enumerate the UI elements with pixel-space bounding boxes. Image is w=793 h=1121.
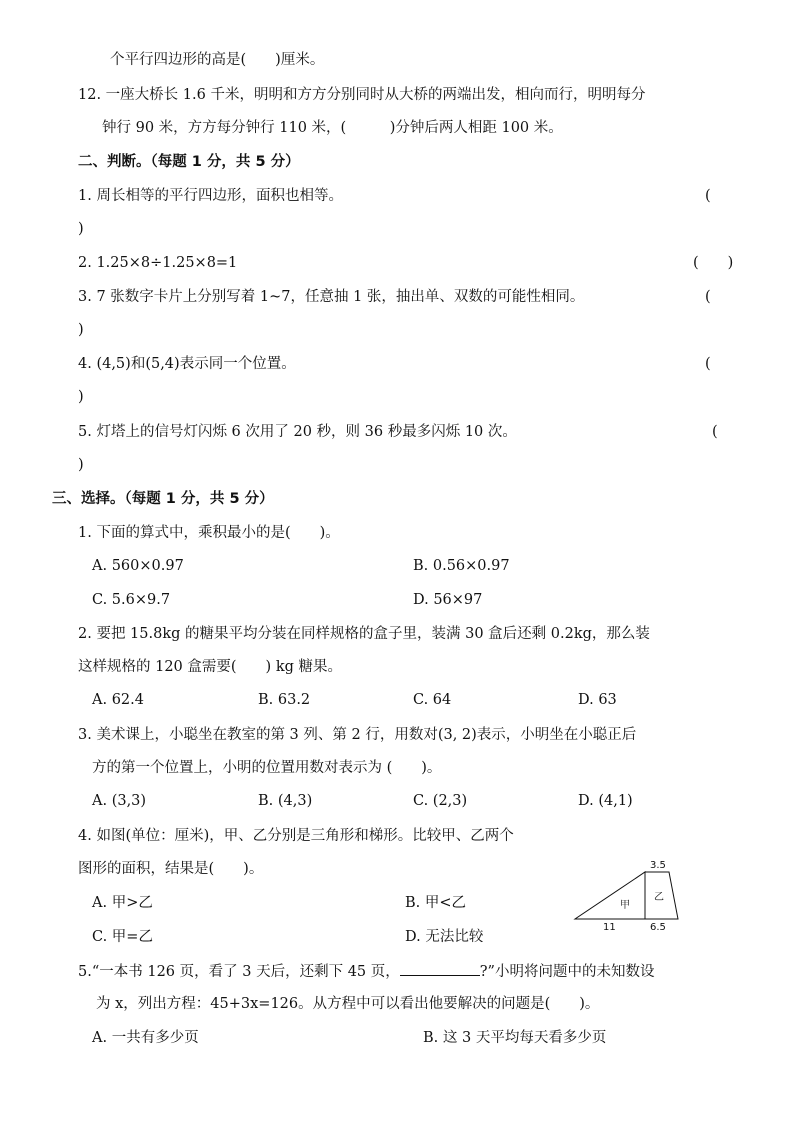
choice-q2-line2: 这样规格的 120 盒需要( ) kg 糖果。 <box>78 659 342 675</box>
answer-blank[interactable] <box>400 961 480 976</box>
q12-line1: 12. 一座大桥长 1.6 千米，明明和方方分别同时从大桥的两端出发，相向而行，明明每分 <box>78 87 646 103</box>
figure-top-label: 3.5 <box>650 860 666 871</box>
judge-item-1-open: ( <box>705 188 711 204</box>
choice-heading: 三、选择。（每题 1 分，共 5 分） <box>52 491 274 507</box>
choice-q4-line2: 图形的面积，结果是( )。 <box>78 861 264 877</box>
choice-q4-option-c: C. 甲=乙 <box>92 929 153 945</box>
q12-line2: 钟行 90 米，方方每分钟行 110 米，( )分钟后两人相距 100 米。 <box>102 120 563 136</box>
choice-q1-option-c: C. 5.6×9.7 <box>92 592 171 608</box>
intro-line: 个平行四边形的高是( )厘米。 <box>110 52 325 68</box>
choice-q1-option-a: A. 560×0.97 <box>92 558 184 574</box>
choice-q5-option-a: A. 一共有多少页 <box>92 1030 199 1046</box>
choice-q3-option-c: C. (2,3) <box>413 793 468 809</box>
figure-bottom-right-label: 6.5 <box>650 922 666 933</box>
judge-item-4: 4. (4,5)和(5,4)表示同一个位置。 <box>78 356 296 372</box>
choice-q5-line1 <box>78 961 654 982</box>
choice-q3-option-d: D. (4,1) <box>578 793 633 809</box>
judge-item-3: 3. 7 张数字卡片上分别写着 1~7，任意抽 1 张，抽出单、双数的可能性相同。 <box>78 289 585 305</box>
triangle-trapezoid-figure <box>568 852 688 936</box>
judge-item-5: 5. 灯塔上的信号灯闪烁 6 次用了 20 秒，则 36 秒最多闪烁 10 次。 <box>78 424 517 440</box>
choice-q5-line1-b: ?”小明将问题中的未知数设 <box>479 964 655 980</box>
triangle-jia <box>575 872 645 919</box>
judge-item-2: 2. 1.25×8÷1.25×8=1 <box>78 255 238 271</box>
choice-q2-option-c: C. 64 <box>413 692 452 708</box>
choice-q4-line1: 4. 如图(单位：厘米)，甲、乙分别是三角形和梯形。比较甲、乙两个 <box>78 828 514 844</box>
choice-q4-option-d: D. 无法比较 <box>405 929 484 945</box>
choice-q5-option-b: B. 这 3 天平均每天看多少页 <box>423 1030 607 1046</box>
choice-q3-line2: 方的第一个位置上，小明的位置用数对表示为 ( )。 <box>92 760 442 776</box>
figure-label-yi: 乙 <box>654 892 664 903</box>
choice-q5-line1-a: 5.“一本书 126 页，看了 3 天后，还剩下 45 页， <box>78 964 400 980</box>
judge-item-1-close: ) <box>78 221 84 237</box>
judge-item-4-close: ) <box>78 389 84 405</box>
judge-heading: 二、判断。（每题 1 分，共 5 分） <box>78 154 300 170</box>
choice-q4-option-a: A. 甲>乙 <box>92 895 153 911</box>
choice-q2-option-a: A. 62.4 <box>92 692 144 708</box>
choice-q1-option-d: D. 56×97 <box>413 592 483 608</box>
choice-q3-option-a: A. (3,3) <box>92 793 147 809</box>
judge-item-1: 1. 周长相等的平行四边形，面积也相等。 <box>78 188 343 204</box>
choice-q2-option-d: D. 63 <box>578 692 617 708</box>
choice-q2-line1: 2. 要把 15.8kg 的糖果平均分装在同样规格的盒子里，装满 30 盒后还剩 0.2kg，那么装 <box>78 626 650 642</box>
figure-bottom-left-label: 11 <box>603 922 616 933</box>
choice-q2-option-b: B. 63.2 <box>258 692 311 708</box>
judge-item-5-open: ( <box>712 424 718 440</box>
figure-label-jia: 甲 <box>620 900 630 911</box>
choice-q1-option-b: B. 0.56×0.97 <box>413 558 510 574</box>
judge-item-4-open: ( <box>705 356 711 372</box>
choice-q4-option-b: B. 甲<乙 <box>405 895 467 911</box>
choice-q1-stem: 1. 下面的算式中，乘积最小的是( )。 <box>78 525 340 541</box>
judge-item-3-close: ) <box>78 322 84 338</box>
choice-q3-line1: 3. 美术课上，小聪坐在教室的第 3 列、第 2 行，用数对(3, 2)表示，小明坐在小聪正后 <box>78 727 637 743</box>
judge-item-2-paren: ( ) <box>693 255 734 271</box>
judge-item-3-open: ( <box>705 289 711 305</box>
judge-item-5-close: ) <box>78 457 84 473</box>
choice-q5-line2: 为 x，列出方程：45+3x=126。从方程中可以看出他要解决的问题是( )。 <box>96 996 600 1012</box>
choice-q3-option-b: B. (4,3) <box>258 793 313 809</box>
